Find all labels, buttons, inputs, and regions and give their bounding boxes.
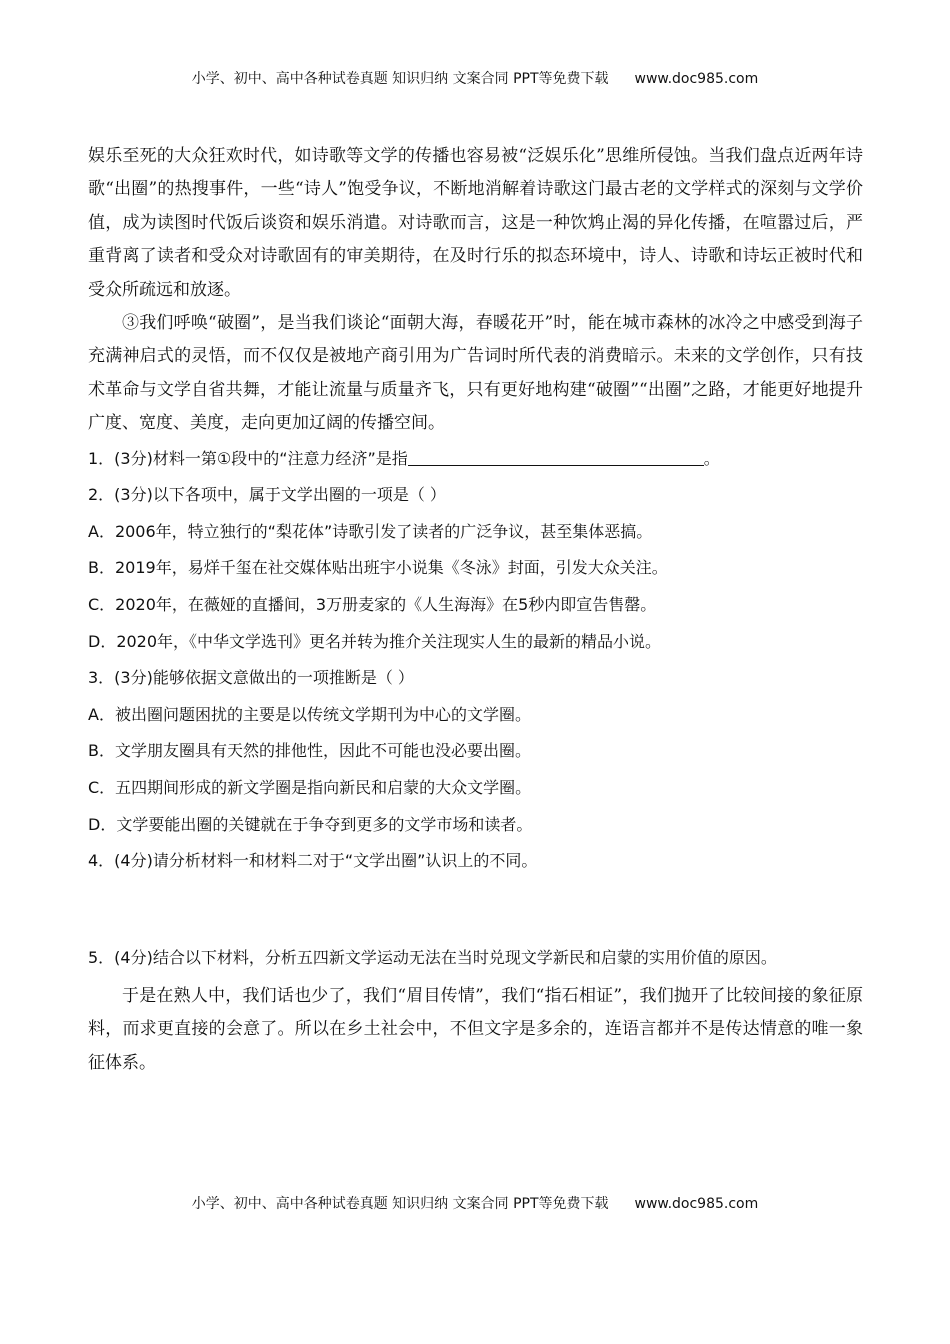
page-header	[0, 68, 950, 88]
document-body	[88, 140, 863, 1080]
footer-url[interactable]: www.doc985.com	[634, 1196, 759, 1212]
header-url[interactable]: www.doc985.com	[634, 71, 759, 87]
question-1-text: 1．(3分)材料一第①段中的“注意力经济”是指	[88, 448, 408, 468]
header-text: 小学、初中、高中各种试卷真题 知识归纳 文案合同 PPT等免费下载	[191, 71, 609, 87]
question-3-option-d: D．文学要能出圈的关键就在于争夺到更多的文学市场和读者。	[88, 814, 533, 834]
answer-blank	[408, 447, 704, 466]
answer-space	[88, 880, 863, 940]
question-5-quote: 于是在熟人中，我们话也少了，我们“眉目传情”，我们“指石相证”，我们抛开了比较间接的象征原料，而求更直接的会意了。所以在乡土社会中，不但文字是多余的，连语言都并不是传达情意的唯一象征体系。	[88, 985, 863, 1073]
question-3-stem: 3．(3分)能够依据文意做出的一项推断是（ ）	[88, 668, 414, 688]
question-3-option-a: A．被出圈问题困扰的主要是以传统文学期刊为中心的文学圈。	[88, 704, 531, 724]
question-1	[88, 441, 863, 478]
question-2-option-c: C．2020年，在薇娅的直播间，3万册麦家的《人生海海》在5秒内即宣告售罄。	[88, 595, 657, 615]
question-1-end: 。	[703, 448, 720, 468]
footer-text: 小学、初中、高中各种试卷真题 知识归纳 文案合同 PPT等免费下载	[191, 1196, 609, 1212]
question-4: 4．(4分)请分析材料一和材料二对于“文学出圈”认识上的不同。	[88, 851, 538, 871]
page-footer	[0, 1193, 950, 1213]
question-2-option-b: B．2019年，易烊千玺在社交媒体贴出班宇小说集《冬泳》封面，引发大众关注。	[88, 558, 668, 578]
question-3-option-c: C．五四期间形成的新文学圈是指向新民和启蒙的大众文学圈。	[88, 778, 532, 797]
question-2-option-d: D．2020年，《中华文学选刊》更名并转为推介关注现实人生的最新的精品小说。	[88, 631, 662, 651]
question-2-option-a: A．2006年，特立独行的“梨花体”诗歌引发了读者的广泛争议，甚至集体恶搞。	[88, 521, 653, 541]
passage-paragraph-1: 娱乐至死的大众狂欢时代，如诗歌等文学的传播也容易被“泛娱乐化”思维所侵蚀。当我们盘点近两年诗歌“出圈”的热搜事件，一些“诗人”饱受争议，不断地消解着诗歌这门最古老的文学样式的深刻与文学价值，成为读图时代饭后谈资和娱乐消遣。对诗歌而言，这是一种饮鸩止渴的异化传播，在喧嚣过后，严重背离了读者和受众对诗歌固有的审美期待，在及时行乐的拟态环境中，诗人、诗歌和诗坛正被时代和受众所疏远和放逐。	[88, 146, 863, 300]
passage-paragraph-2: ③我们呼唤“破圈”，是当我们谈论“面朝大海，春暖花开”时，能在城市森林的冰冷之中感受到海子充满神启式的灵悟，而不仅仅是被地产商引用为广告词时所代表的消费暗示。未来的文学创作，只有技术革命与文学自省共舞，才能让流量与质量齐飞，只有更好地构建“破圈”“出圈”之路，才能更好地提升广度、宽度、美度，走向更加辽阔的传播空间。	[88, 313, 863, 434]
question-5: 5．(4分)结合以下材料，分析五四新文学运动无法在当时兑现文学新民和启蒙的实用价值的原因。	[88, 947, 777, 967]
question-3-option-b: B．文学朋友圈具有天然的排他性，因此不可能也没必要出圈。	[88, 741, 531, 761]
question-2-stem: 2．(3分)以下各项中，属于文学出圈的一项是（ ）	[88, 485, 446, 505]
